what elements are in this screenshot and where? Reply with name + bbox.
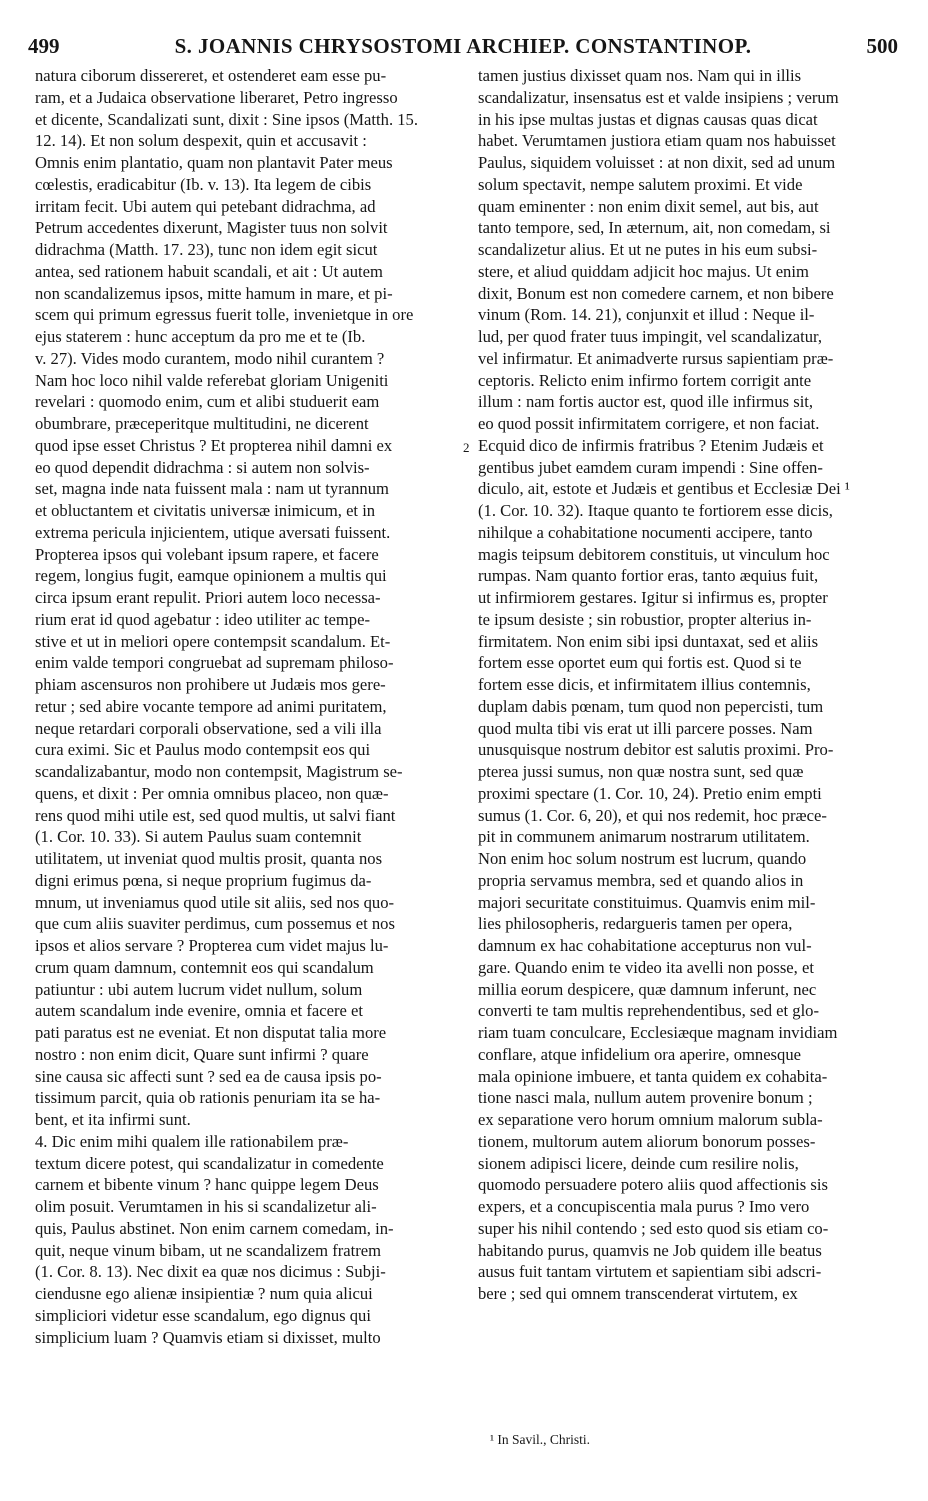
text-line: Nam hoc loco nihil valde referebat gloriam Unigeniti: [35, 370, 389, 390]
text-line: textum dicere potest, qui scandalizatur in comedente: [35, 1153, 384, 1173]
right-column: [478, 65, 894, 1305]
text-line: diculo, ait, estote et Judæis et gentibus et Ecclesiæ Dei ¹: [478, 479, 850, 499]
text-line: cœlestis, eradicabitur (Ib. v. 13). Ita legem de cibis: [35, 174, 372, 194]
text-line: Omnis enim plantatio, quam non plantavit Pater meus: [35, 153, 393, 172]
left-column: [35, 65, 457, 1348]
text-line: ex separatione vero horum omnium malorum sublа-: [478, 1110, 823, 1129]
text-line: majori securitate constituimus. Quamvis enim mil-: [478, 892, 816, 912]
text-line: Petrum accedentes dixerunt, Magister tuus non solvit: [35, 218, 388, 238]
text-line: quod ipse esset Christus ? Et propterea nihil damni ex: [35, 435, 393, 455]
text-line: ceptoris. Relicto enim infirmo fortem corrigit ante: [478, 370, 812, 390]
text-line: Propterea ipsos qui volebant ipsum rapere, et facere: [35, 544, 379, 564]
text-line: natura ciborum dissereret, et ostenderet eam esse pu-: [35, 66, 387, 85]
text-line: retur ; sed abire vocante tempore ad animi puritatem,: [35, 696, 387, 716]
text-line: tamen justius dixisset quam nos. Nam qui in illis: [478, 66, 802, 85]
text-line: simpliciori videtur esse scandalum, ego dignus qui: [35, 1305, 371, 1325]
text-line: scandalizatur, insensatus est et valde insipiens ; verum: [478, 87, 839, 107]
text-line: ram, et a Judaica observatione liberaret, Petro ingresso: [35, 87, 398, 107]
text-line: in his ipse multas justas et dignas causas quas dicat: [478, 109, 818, 129]
text-line: quit, neque vinum bibam, ut ne scandalizem fratrem: [35, 1240, 382, 1260]
text-line: pterea jussi sumus, non quæ nostra sunt, sed quæ: [478, 762, 804, 781]
text-line: et obluctantem et civitatis universæ inimicum, et in: [35, 501, 376, 520]
running-title: S. JOANNIS CHRYSOSTOMI ARCHIEP. CONSTANTINOP.: [174, 34, 752, 58]
text-line: set, magna inde nata fuissent mala : nam ut tyrannum: [35, 479, 389, 499]
text-line: conflare, atque infidelium ora aperire, omnesque: [478, 1044, 801, 1064]
text-line: sine causa sic affecti sunt ? sed ea de causa ipsis po-: [35, 1066, 382, 1086]
text-line: super his nihil contendo ; sed esto quod sis etiam co-: [478, 1218, 829, 1238]
text-line: phiam ascensuros non prohibere ut Judæis mos gere-: [35, 675, 386, 694]
text-line: que cum aliis suaviter perdimus, cum possemus et nos: [35, 914, 395, 934]
text-line: (1. Cor. 10. 33). Si autem Paulus suam contemnit: [35, 827, 362, 847]
text-line: nostro : non enim dicit, Quare sunt infirmi ? quare: [35, 1044, 369, 1064]
text-line: quam eminenter : non enim dixit semel, aut bis, aut: [478, 196, 819, 216]
margin-section-mark: 2: [463, 440, 470, 455]
text-line: tanto tempore, sed, In æternum, ait, non comedam, si: [478, 218, 831, 238]
page-number-right: 500: [866, 34, 898, 58]
text-line: Ecquid dico de infirmis fratribus ? Etenim Judæis et: [478, 435, 824, 455]
text-line: obumbrare, præceperitque multitudini, ne dicerent: [35, 414, 369, 433]
text-line: antea, sed rationem habuit scandali, et ait : Ut autem: [35, 261, 383, 281]
text-line: et dicente, Scandalizati sunt, dixit : Sine ipsos (Matth. 15.: [35, 109, 418, 129]
text-line: quod multa tibi vis erat ut illi parcere posses. Nam: [478, 718, 813, 738]
text-line: mnum, ut inveniamus quod utile sit aliis, sed nos quo-: [35, 892, 395, 912]
text-line: scandalizabantur, modo non contempsit, Magistrum se-: [35, 762, 403, 781]
text-line: solum spectavit, nempe salutem proximi. Et vide: [478, 174, 803, 194]
text-line: duplam dabis pœnam, tum quod non pepercisti, tum: [478, 696, 824, 716]
text-line: patiuntur : ubi autem lucrum videt nullum, solum: [35, 979, 363, 999]
text-line: olim posuit. Verumtamen in his si scandalizetur ali-: [35, 1197, 377, 1216]
text-line: fortem esse oportet eum qui fortis est. Quod si te: [478, 653, 802, 673]
text-line: (1. Cor. 10. 32). Itaque quanto te fortiorem esse dicis,: [478, 501, 833, 520]
text-line: sumus (1. Cor. 6, 20), et qui nos redemit, hoc præce-: [478, 805, 827, 825]
text-line: bere ; sed qui omnem transcenderat virtutem, ex: [478, 1284, 798, 1303]
text-line: scem qui primum egressus fuerit tolle, invenietque in ore: [35, 305, 414, 325]
text-line: eo quod possit infirmitatem corrigere, et non faciat.: [478, 414, 820, 433]
text-line: illum : nam fortis auctor est, quod ille infirmus sit,: [478, 392, 814, 412]
text-line: digni erimus pœna, si neque proprium fugimus da-: [35, 870, 372, 890]
text-line: tissimum parcit, quia ob rationis penuriam ita se ha-: [35, 1088, 381, 1108]
text-line: regem, longius fugit, eamque opinionem a multis qui: [35, 566, 387, 586]
footnote: ¹ In Savil., Christi.: [490, 1432, 591, 1447]
text-line: te ipsum desiste ; sin robustior, propter alterius in-: [478, 609, 812, 629]
text-line: tione nasci mala, nullum autem provenire bonum ;: [478, 1088, 813, 1108]
text-line: enim valde tempori congruebat ad supremam philoso-: [35, 653, 394, 673]
text-line: magis teipsum debitorem constituis, ut vinculum hoc: [478, 544, 830, 564]
text-line: unusquisque nostrum debitor est salutis proximi. Pro-: [478, 740, 834, 760]
text-line: crum quam damnum, contemnit eos qui scandalum: [35, 957, 374, 977]
text-line: vinum (Rom. 14. 21), conjunxit et illud : Neque il-: [478, 305, 815, 325]
text-line: mala opinione imbuere, et tanta quidem ex cohabita-: [478, 1066, 828, 1086]
text-line: dixit, Bonum est non comedere carnem, et non bibere: [478, 283, 834, 303]
text-line: gentibus jubet eamdem curam impendi : Sine offen-: [478, 457, 823, 477]
text-line: pati paratus est ne eveniat. Et non disputat talia more: [35, 1023, 387, 1042]
text-line: rium erat id quod agebatur : ideo utiliter ac tempe-: [35, 609, 370, 629]
text-line: habet. Verumtamen justiora etiam quam nos habuisset: [478, 131, 836, 151]
text-line: scandalizetur alius. Et ut ne putes in his eum subsi-: [478, 240, 818, 259]
text-line: expers, et a concupiscentia mala purus ? Imo vero: [478, 1197, 810, 1216]
text-line: damnum ex hac cohabitatione accepturus non vul-: [478, 936, 812, 955]
text-line: circa ipsum erant repulit. Priori autem loco necessa-: [35, 588, 381, 607]
text-line: ut infirmiorem gestares. Igitur si infirmus es, propter: [478, 588, 828, 607]
page-number-left: 499: [28, 34, 60, 58]
text-line: ciendusne ego alienæ insipientiæ ? num quia alicui: [35, 1284, 373, 1303]
text-line: rens quod mihi utile est, sed quod multis, ut salvi fiant: [35, 805, 396, 825]
text-line: firmitatem. Non enim sibi ipsi duntaxat, sed et aliis: [478, 631, 819, 651]
text-line: utilitatem, ut inveniat quod multis prosit, quanta nos: [35, 849, 383, 868]
text-line: rumpas. Nam quanto fortior eras, tanto æquius fuit,: [478, 566, 819, 586]
text-line: ejus staterem : hunc acceptum da pro me et te (Ib.: [35, 327, 366, 346]
text-line: ausus fuit tantam virtutem et sapientiam sibi adscri-: [478, 1262, 822, 1282]
text-line: Non enim hoc solum nostrum est lucrum, quando: [478, 849, 807, 868]
text-line: habitando purus, quamvis ne Job quidem ille beatus: [478, 1240, 822, 1260]
running-header: [28, 34, 898, 62]
text-line: bent, et ita infirmi sunt.: [35, 1110, 191, 1129]
text-line: propria servamus membra, sed et quando alios in: [478, 870, 804, 890]
text-line: v. 27). Vides modo curantem, modo nihil curantem ?: [35, 348, 385, 368]
text-line: quens, et dixit : Per omnia omnibus placeo, non quæ-: [35, 783, 389, 803]
text-line: cura eximi. Sic et Paulus modo contempsit eos qui: [35, 740, 371, 760]
text-line: lud, per quod frater tuus impingit, vel scandalizatur,: [478, 327, 823, 346]
text-line: 4. Dic enim mihi qualem ille rationabilem præ-: [35, 1131, 349, 1151]
text-line: extrema pericula injicientem, utique aversati fuissent.: [35, 522, 391, 542]
text-line: gare. Quando enim te video ita avelli non posse, et: [478, 957, 814, 977]
text-line: neque retardari corporali observatione, sed a vili illa: [35, 718, 382, 738]
text-line: carnem et bibente vinum ? hanc quippe legem Deus: [35, 1175, 379, 1195]
text-line: converti te tam multis reprehendentibus, sed et glo-: [478, 1001, 819, 1021]
text-line: proximi spectare (1. Cor. 10, 24). Pretio enim empti: [478, 783, 822, 803]
text-line: lies philosopheris, redargueris tamen per opera,: [478, 914, 793, 934]
text-line: riam tuam conculcare, Ecclesiæque magnam invidiam: [478, 1023, 838, 1042]
text-line: 12. 14). Et non solum despexit, quin et accusavit :: [35, 131, 367, 151]
text-line: stive et ut in meliori opere contempsit scandalum. Et-: [35, 631, 391, 651]
text-line: (1. Cor. 8. 13). Nec dixit ea quæ nos dicimus : Subji-: [35, 1262, 386, 1282]
text-line: irritam fecit. Ubi autem qui petebant didrachma, ad: [35, 196, 376, 216]
text-line: nihilque a cohabitatione nocumenti accipere, tanto: [478, 522, 813, 542]
text-line: ipsos et alios servare ? Propterea cum videt majus lu-: [35, 936, 389, 955]
text-line: Paulus, siquidem voluisset : at non dixit, sed ad unum: [478, 153, 836, 172]
text-line: quis, Paulus abstinet. Non enim carnem comedam, in-: [35, 1218, 394, 1238]
text-line: simplicium luam ? Quamvis etiam si dixisset, multo: [35, 1327, 381, 1347]
text-line: vel infirmatur. Et animadverte rursus sapientiam præ-: [478, 348, 834, 368]
text-line: didrachma (Matth. 17. 23), tunc non idem egit sicut: [35, 240, 378, 259]
text-line: fortem esse dicis, et infirmitatem illius contemnis,: [478, 675, 811, 694]
text-line: eo quod dependit didrachma : si autem non solvis-: [35, 457, 370, 477]
text-line: stere, et aliud quiddam adjicit hoc majus. Ut enim: [478, 261, 809, 281]
text-line: revelari : quomodo enim, cum et alibi studuerit eam: [35, 392, 380, 412]
text-line: non scandalizemus ipsos, mitte hamum in mare, et pi-: [35, 283, 393, 303]
text-line: tionem, multorum autem aliorum bonorum posses-: [478, 1131, 816, 1151]
text-line: quomodo persuadere potero aliis quod affectionis sis: [478, 1175, 828, 1195]
text-line: sionem adipisci licere, deinde cum resilire nolis,: [478, 1153, 799, 1173]
text-line: millia eorum despicere, quæ damnum inferunt, nec: [478, 979, 817, 999]
text-line: pit in communem animarum nostrarum utilitatem.: [478, 827, 810, 847]
text-line: autem scandalum inde evenire, omnia et facere et: [35, 1001, 364, 1021]
